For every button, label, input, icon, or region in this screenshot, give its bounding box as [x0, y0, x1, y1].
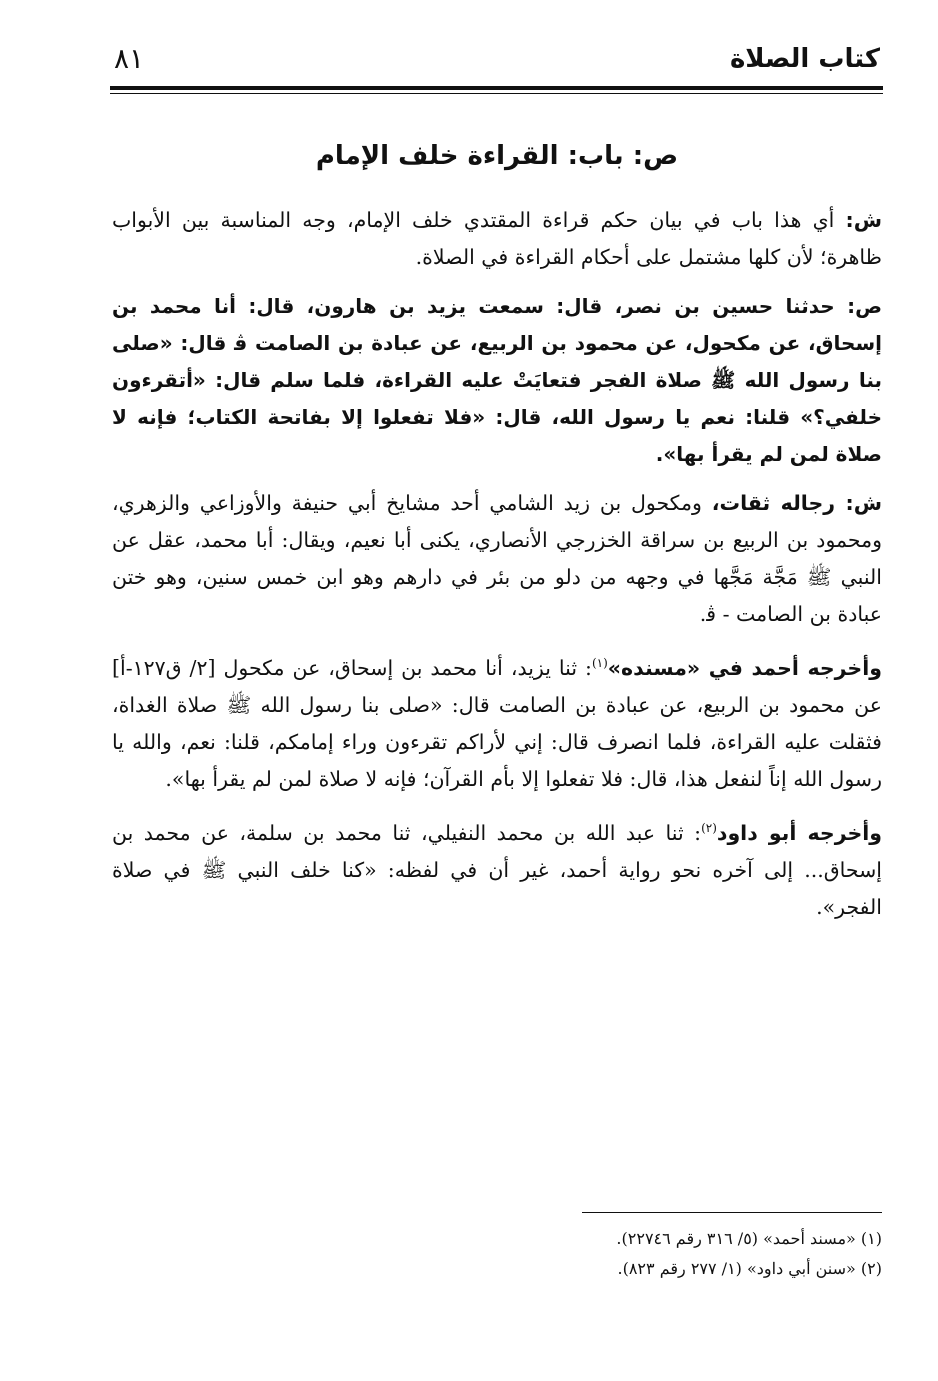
paragraph-takhrij-ahmad [112, 645, 882, 798]
paragraph-explanation-2 [112, 485, 882, 633]
footnote-2: (٢) «سنن أبي داود» (١/ ٢٧٧ رقم ٨٢٣). [617, 1259, 882, 1278]
paragraph-takhrij-abudawud [112, 810, 882, 926]
main-text [112, 138, 882, 938]
paragraph-explanation-1 [112, 202, 882, 276]
paragraph-lead: ص: [847, 294, 882, 318]
header-rule-thin [110, 93, 883, 94]
footnote-1: (١) «مسند أحمد» (٥/ ٣١٦ رقم ٢٢٧٤٦). [616, 1229, 882, 1248]
footnote-ref: (١) [591, 656, 608, 670]
paragraph-text: : ثنا عبد الله بن محمد النفيلي، ثنا محمد بن سلمة، عن محمد بن إسحاق... إلى آخره نحو رواية أحمد، غير أن في لفظه: «كنا خلف النبي ﷺ في صلاة الفجر». [112, 820, 882, 919]
paragraph-lead: ش: [845, 491, 882, 515]
running-title: كتاب الصلاة [729, 44, 880, 74]
paragraph-text: أي هذا باب في بيان حكم قراءة المقتدي خلف الإمام، وجه المناسبة بين الأبواب ظاهرة؛ لأن كلها مشتمل على أحكام القراءة في الصلاة. [112, 208, 882, 269]
header-rule-thick [110, 86, 883, 90]
chapter-heading: ص: باب: القراءة خلف الإمام [315, 141, 679, 171]
paragraph-bold: رجاله ثقات، [711, 491, 846, 515]
footnotes [182, 1224, 882, 1284]
paragraph-text: حدثنا حسين بن نصر، قال: سمعت يزيد بن هارون، قال: أنا محمد بن إسحاق، عن مكحول، عن محمود بن الربيع، عن عبادة بن الصامت ﭬ قال: «صلى بنا رسول الله ﷺ صلاة الفجر فتعايَتْ عليه القراءة، فلما سلم قال: «أتقرءون خلفي؟» قلنا: نعم يا رسول الله، قال: «فلا تفعلوا إلا بفاتحة الكتاب؛ فإنه لا صلاة لمن لم يقرأ بها». [112, 294, 882, 466]
paragraph-lead: وأخرجه أبو داود [716, 820, 882, 845]
paragraph-lead: وأخرجه أحمد في «مسنده» [607, 655, 882, 680]
paragraph-text: : ثنا يزيد، أنا محمد بن إسحاق، عن مكحول [٢/ ق١٢٧-أ] عن محمود بن الربيع، عن عبادة بن الصامت قال: «صلى بنا رسول الله ﷺ صلاة الغداة، فثقلت عليه القراءة، فلما انصرف قال: إني لأراكم تقرءون وراء إمامكم، قلنا: نعم، والله يا رسول الله إناً لنفعل هذا، قال: فلا تفعلوا إلا بأم القرآن؛ فإنه لا صلاة لمن لم يقرأ بها». [112, 655, 882, 791]
paragraph-lead: ش: [845, 208, 882, 232]
page-header [100, 40, 880, 84]
footnote-separator [582, 1212, 882, 1213]
paragraph-text: ومكحول بن زيد الشامي أحد مشايخ أبي حنيفة والأوزاعي والزهري، ومحمود بن الربيع بن سراقة الخزرجي الأنصاري، يكنى أبا نعيم، ويقال: أبا محمد، عقل عن النبي ﷺ مَجَّة مَجَّها في وجهه من دلو من بئر في دارهم وهو ابن خمس سنين، وهو ختن عبادة بن الصامت - ﭬ. [112, 491, 882, 626]
footnote-ref: (٢) [701, 820, 717, 835]
page-number: ٨١ [114, 42, 145, 75]
paragraph-hadith-text [112, 288, 882, 473]
